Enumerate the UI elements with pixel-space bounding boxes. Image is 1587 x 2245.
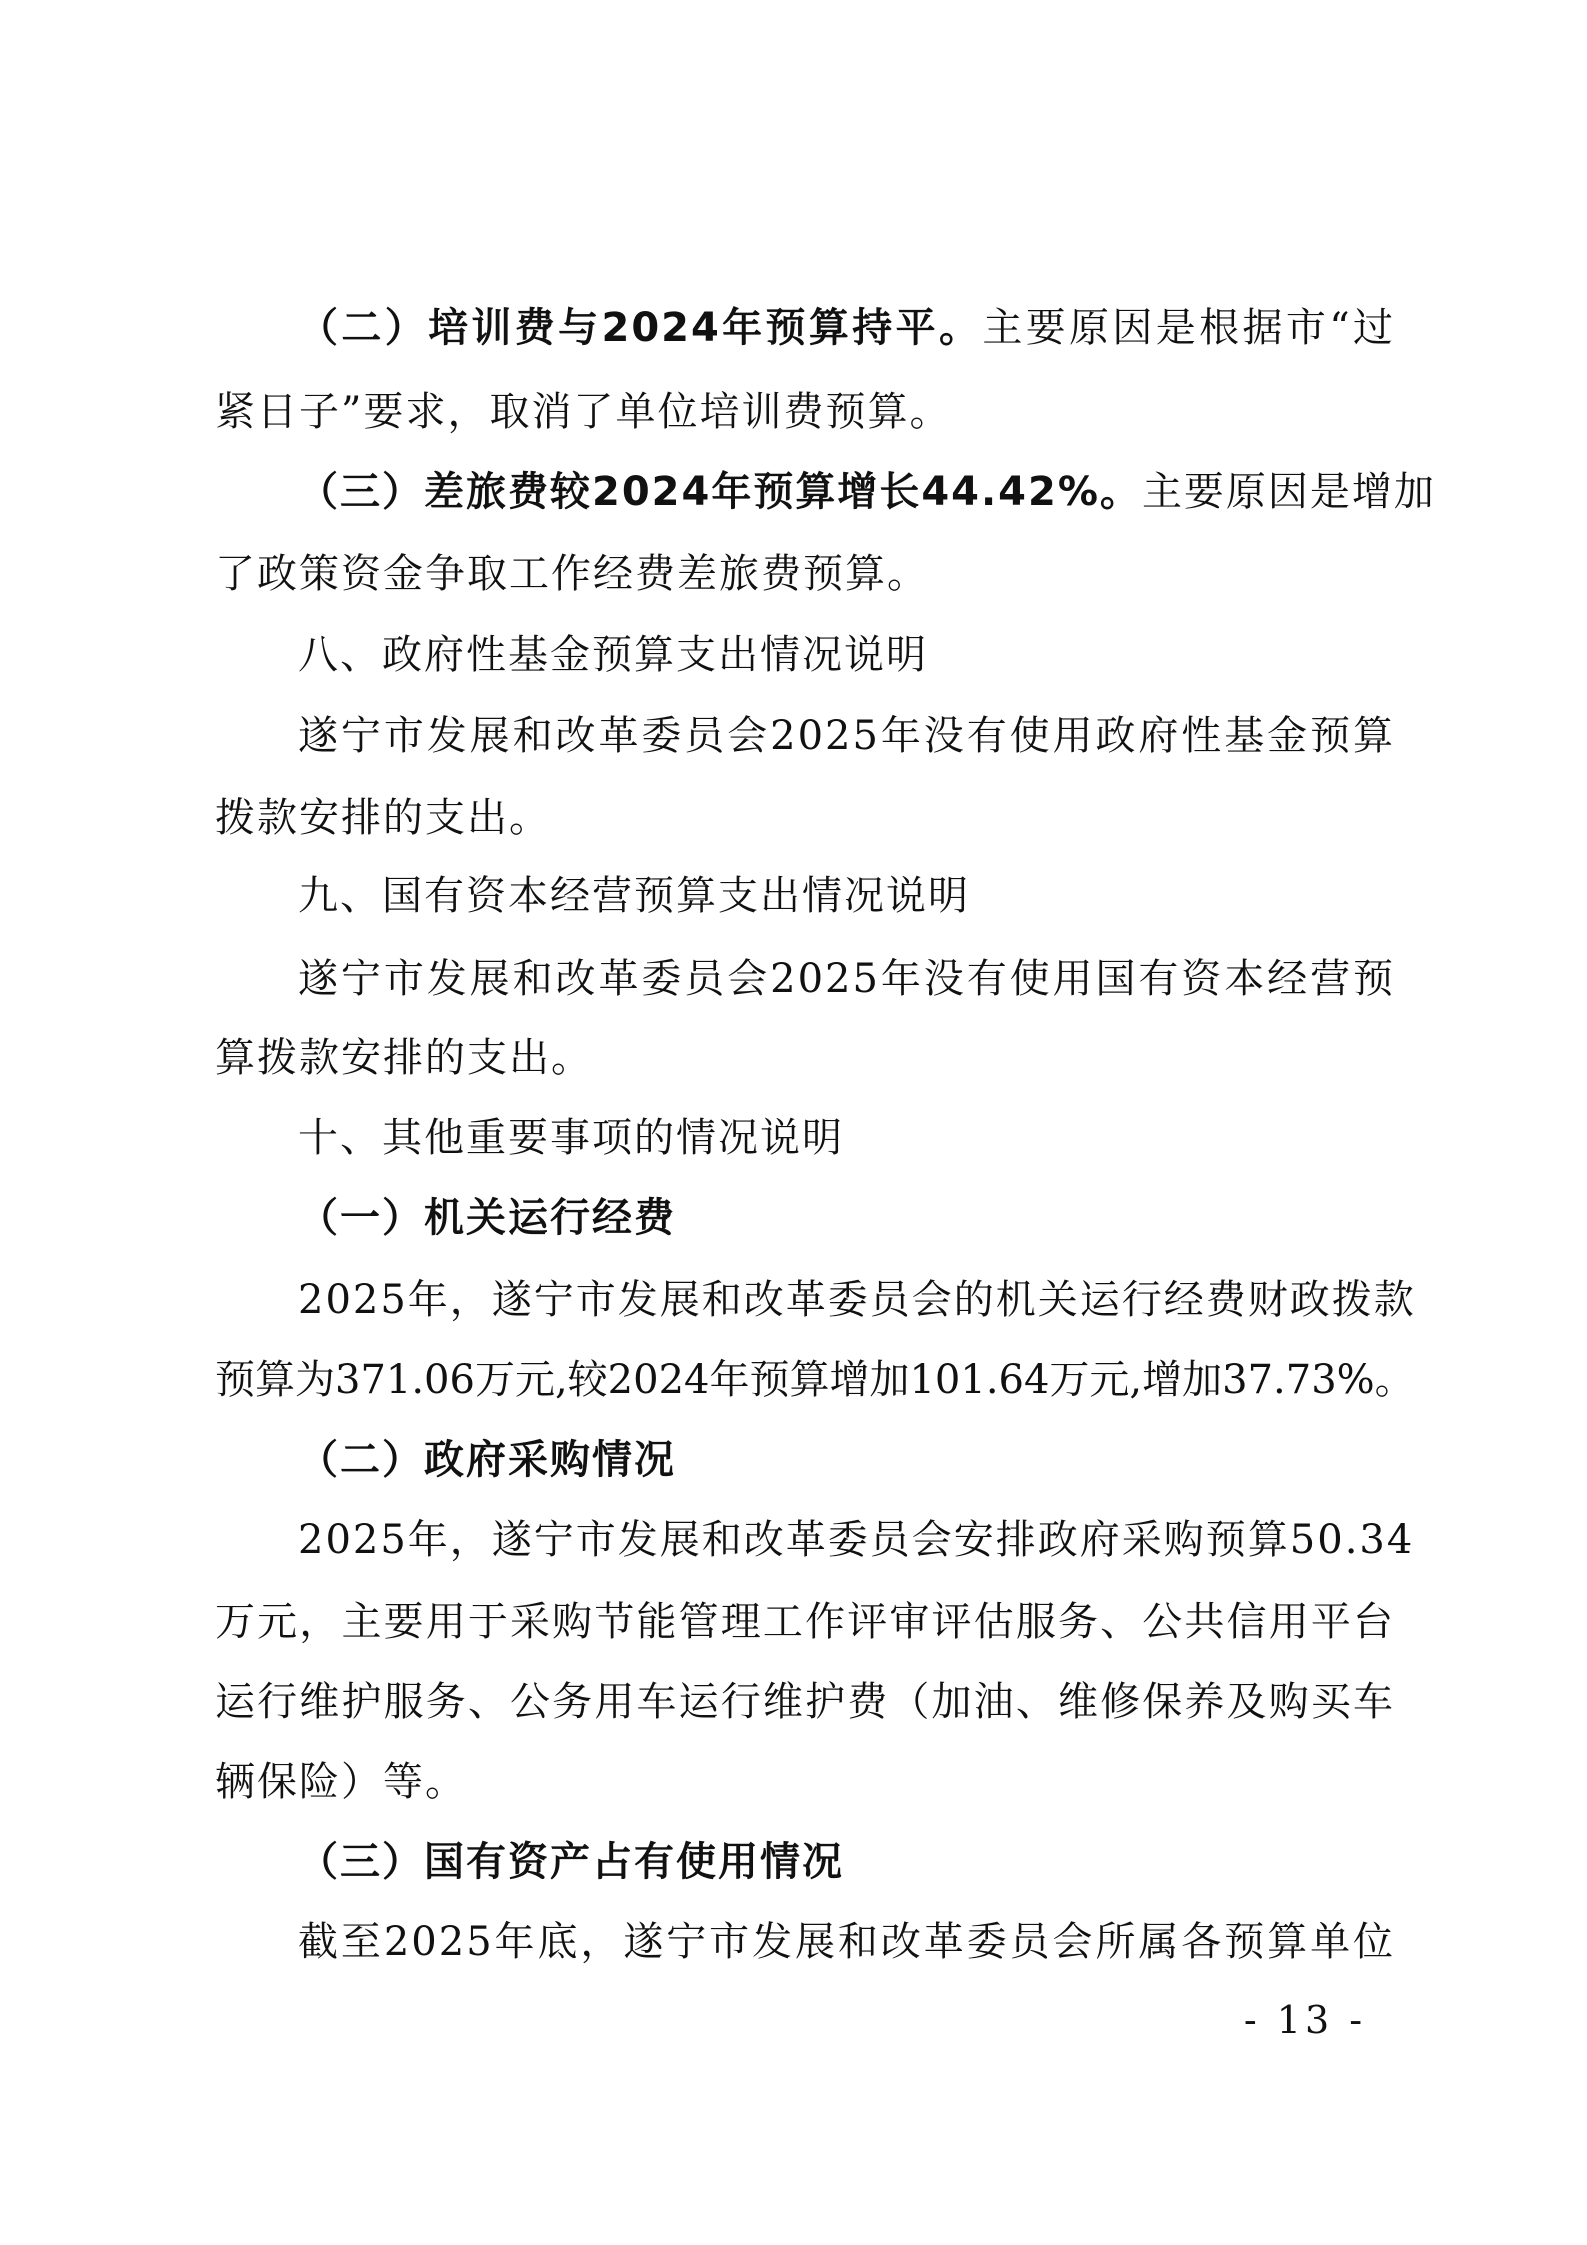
page-number: - 13 - (1243, 1998, 1367, 2042)
paragraph-state-assets-line-1: 截至2025年底，遂宁市发展和改革委员会所属各预算单位 (298, 1919, 1395, 1965)
section-heading-10: 十、其他重要事项的情况说明 (298, 1115, 844, 1161)
travel-fee-heading: （三）差旅费较2024年预算增长44.42%。 (298, 469, 1142, 515)
paragraph-travel-fee-line-1 (298, 464, 1436, 520)
training-fee-heading: （二）培训费与2024年预算持平。 (298, 305, 983, 351)
subheading-government-procurement: （二）政府采购情况 (298, 1437, 676, 1483)
paragraph-procurement-line-3: 运行维护服务、公务用车运行维护费（加油、维修保养及购买车 (215, 1679, 1395, 1725)
paragraph-state-capital-line-1: 遂宁市发展和改革委员会2025年没有使用国有资本经营预 (298, 956, 1395, 1002)
travel-fee-text: 主要原因是增加 (1141, 469, 1436, 515)
paragraph-state-capital-line-2: 算拨款安排的支出。 (215, 1035, 593, 1081)
paragraph-procurement-line-4: 辆保险）等。 (215, 1759, 467, 1805)
paragraph-training-fee-line-1 (298, 300, 1395, 356)
paragraph-procurement-line-2: 万元，主要用于采购节能管理工作评审评估服务、公共信用平台 (215, 1599, 1395, 1645)
paragraph-government-fund-line-1: 遂宁市发展和改革委员会2025年没有使用政府性基金预算 (298, 713, 1395, 759)
section-heading-8: 八、政府性基金预算支出情况说明 (298, 632, 928, 678)
subheading-operating-expenses: （一）机关运行经费 (298, 1195, 676, 1241)
paragraph-government-fund-line-2: 拨款安排的支出。 (215, 795, 551, 841)
subheading-state-assets: （三）国有资产占有使用情况 (298, 1839, 844, 1885)
paragraph-operating-expenses-line-2: 预算为371.06万元,较2024年预算增加101.64万元,增加37.73%。 (215, 1357, 1415, 1403)
paragraph-operating-expenses-line-1: 2025年，遂宁市发展和改革委员会的机关运行经费财政拨款 (298, 1277, 1416, 1323)
paragraph-training-fee-line-2: 紧日子”要求，取消了单位培训费预算。 (215, 389, 952, 435)
training-fee-text: 主要原因是根据市“过 (982, 305, 1396, 351)
section-heading-9: 九、国有资本经营预算支出情况说明 (298, 873, 970, 919)
paragraph-travel-fee-line-2: 了政策资金争取工作经费差旅费预算。 (215, 551, 929, 597)
paragraph-procurement-line-1: 2025年，遂宁市发展和改革委员会安排政府采购预算50.34 (298, 1517, 1415, 1563)
